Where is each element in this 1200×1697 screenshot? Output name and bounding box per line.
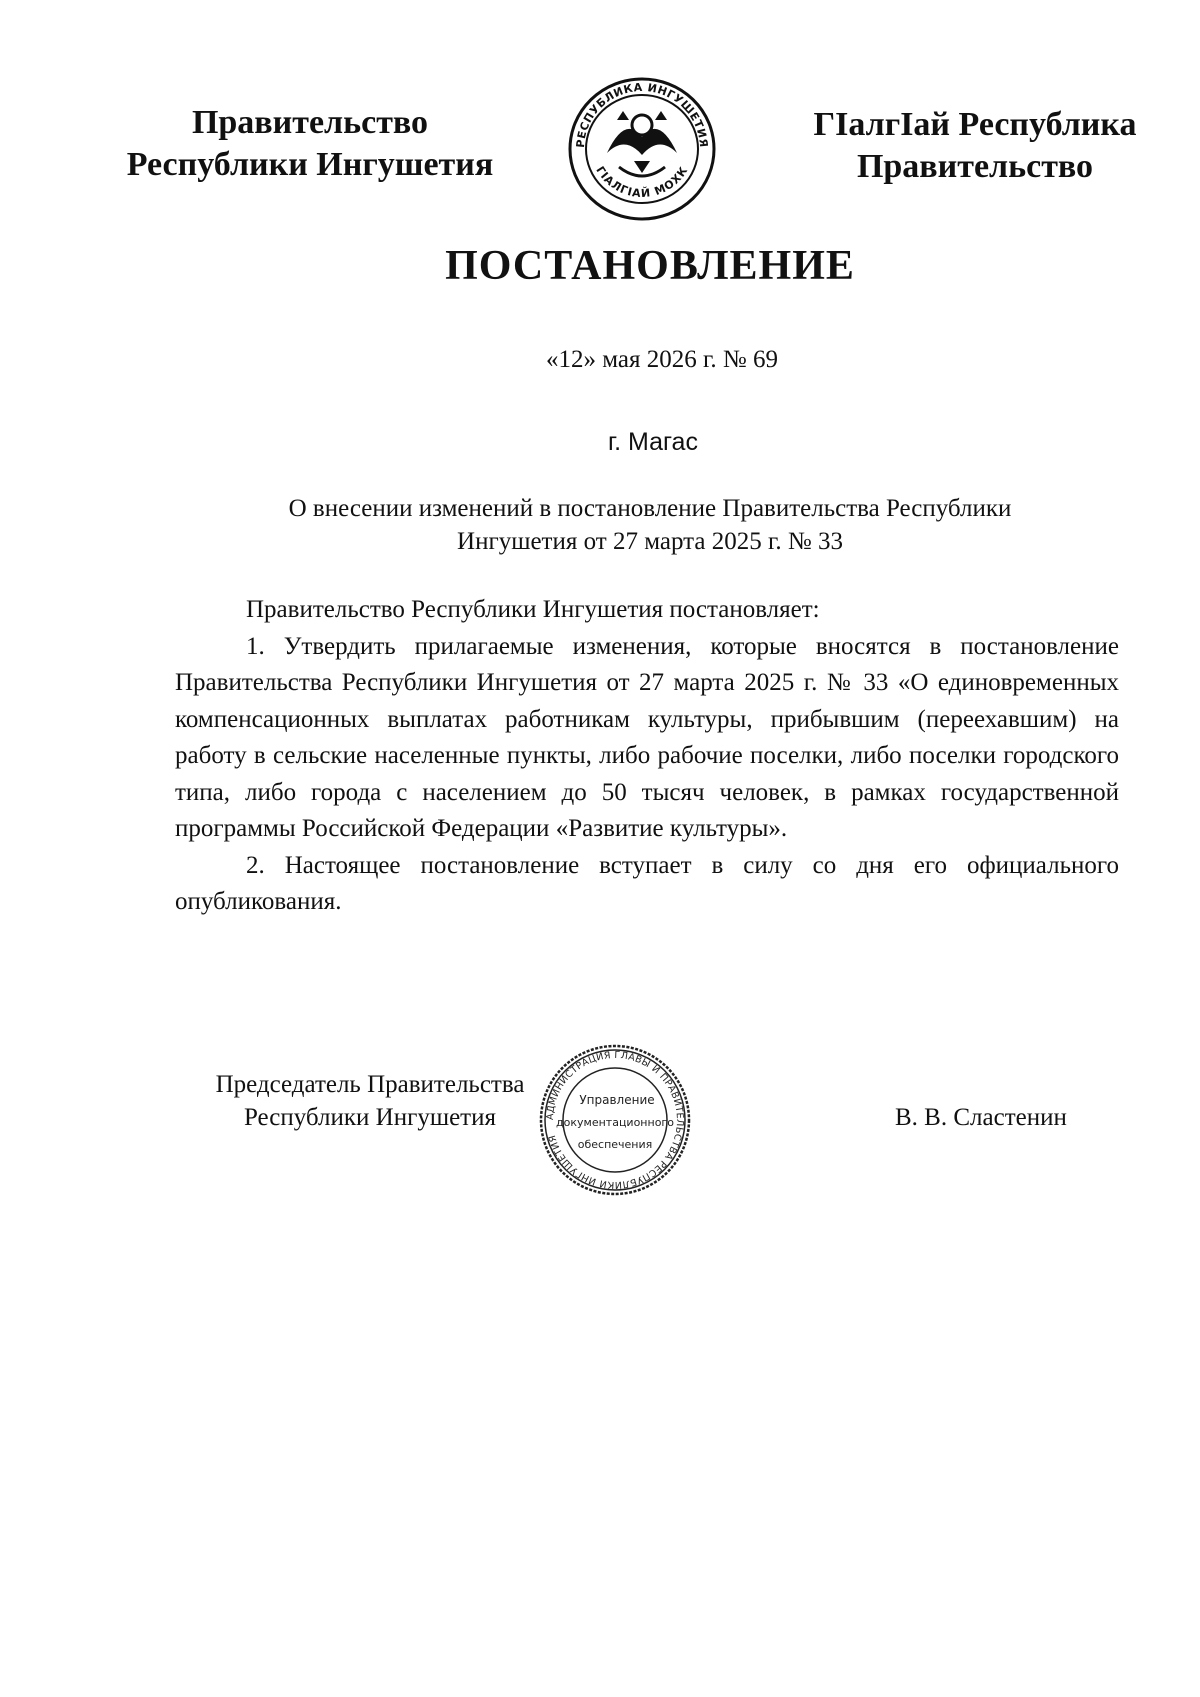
body-item-1: 1. Утвердить прилагаемые изменения, которые вносятся в постановление Правительства Республики Ингушетия от 27 марта 2025 г. № 33 «О единовременных компенсационных выплатах работникам культуры, прибывшим (переехавшим) на работу в сельские населенные пункты, либо рабочие поселки, либо поселки городского типа, либо города с населением до 50 тысяч человек, в рамках государственной программы Российской Федерации «Развитие культуры». — [175, 632, 1119, 842]
document-subject — [200, 492, 1100, 558]
document-title: ПОСТАНОВЛЕНИЕ — [445, 243, 855, 289]
document-city: г. Магас — [608, 428, 698, 456]
header-right-line2: Правительство — [856, 148, 1094, 185]
stamp-ring-text: АДМИНИСТРАЦИЯ ГЛАВЫ И ПРАВИТЕЛЬСТВА РЕСПУБЛИКИ ИНГУШЕТИЯ — [544, 1049, 686, 1191]
header-right-line1: ГIалгIай Республика — [813, 106, 1137, 143]
body-intro: Правительство Республики Ингушетия постановляет: — [246, 596, 820, 623]
subject-line2: Ингушетия от 27 марта 2025 г. № 33 — [457, 528, 843, 555]
stamp-center-line1: Управление — [579, 1093, 655, 1107]
document-date-number: «12» мая 2026 г. № 69 — [545, 346, 779, 373]
subject-line1: О внесении изменений в постановление Правительства Республики — [288, 495, 1012, 522]
signature-position-line2: Республики Ингушетия — [243, 1104, 496, 1131]
body-item-2: 2. Настоящее постановление вступает в силу со дня его официального опубликования. — [175, 851, 1119, 915]
coat-of-arms-icon — [567, 75, 717, 223]
header-left-line2: Республики Ингушетия — [126, 146, 494, 183]
signature-name: В. В. Сластенин — [895, 1104, 1067, 1131]
header-right — [785, 104, 1165, 188]
round-stamp-icon — [535, 1040, 695, 1200]
stamp-center-line3: обеспечения — [577, 1138, 653, 1151]
signature-position-line1: Председатель Правительства — [215, 1071, 525, 1098]
emblem-top-text: РЕСПУБЛИКА ИНГУШЕТИЯ — [573, 80, 711, 149]
signature-position — [180, 1068, 560, 1134]
stamp-center-line2: документационного — [556, 1116, 674, 1129]
header-left-line1: Правительство — [191, 104, 429, 141]
emblem-bottom-text: ГIАЛГIАЙ МОХК — [593, 163, 691, 201]
document-body — [175, 592, 1119, 921]
header-left — [100, 102, 520, 186]
